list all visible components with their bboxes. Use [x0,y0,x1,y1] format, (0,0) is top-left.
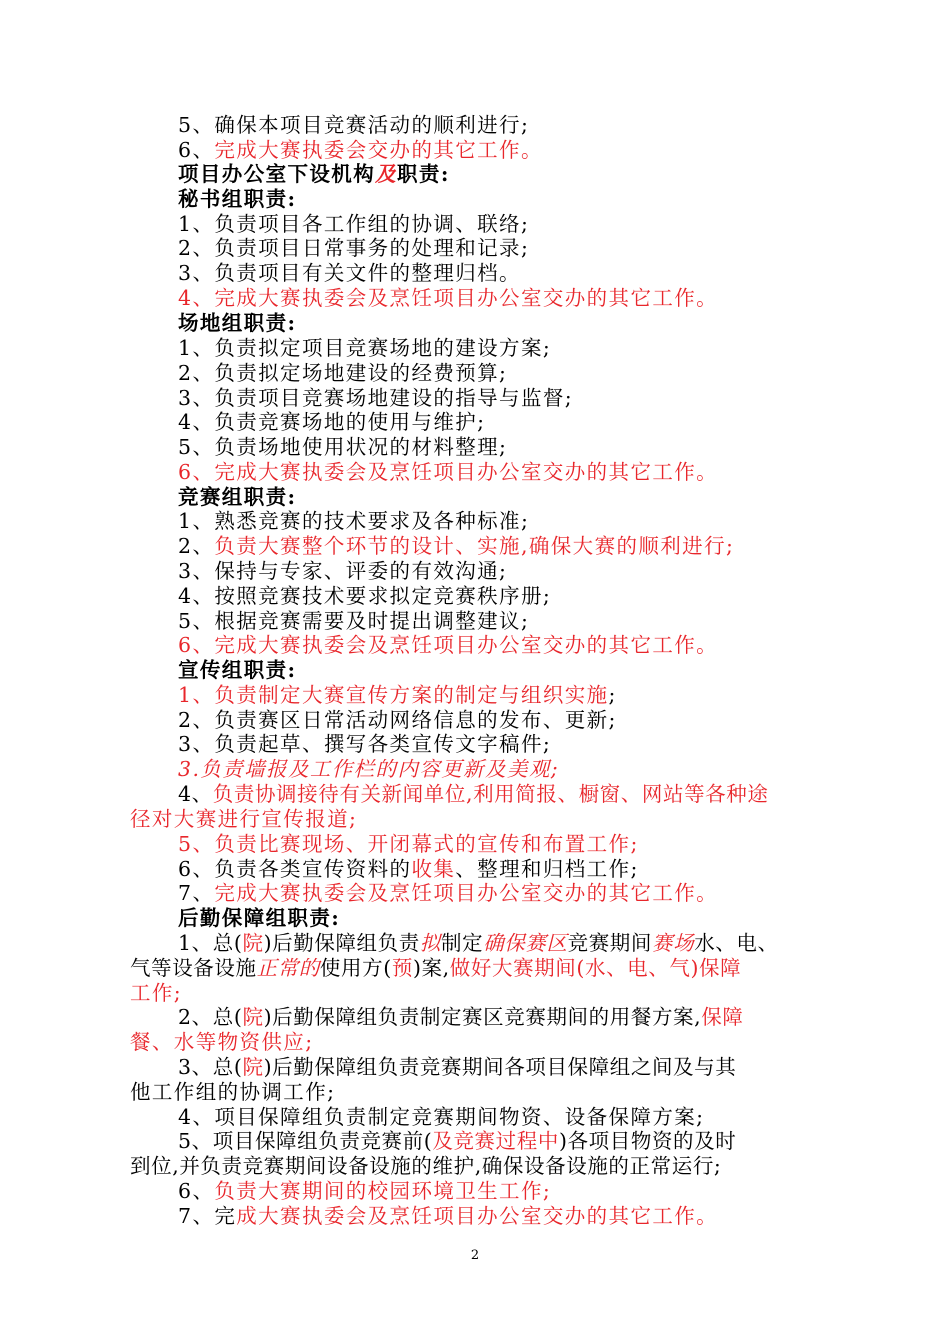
text-line [178,931,873,956]
text-line [130,807,830,832]
text-segment: 2、负责项目日常事务的处理和记录; [178,236,530,260]
text-segment: 7、 [178,881,215,905]
text-segment: 、整理和归档工作; [455,857,639,881]
text-line [178,261,878,286]
text-line [178,609,878,634]
text-segment: )各项目物资的及时 [558,1129,737,1153]
text-segment: 1、负责拟定项目竞赛场地的建设方案; [178,336,552,360]
text-segment: 完成大赛执委会及烹饪项目办公室交办的其它工作。 [214,881,719,905]
text-segment: 确保赛区 [483,931,568,955]
text-line [178,509,878,534]
text-segment: 3.负责墙报及工作栏的内容更新及美观; [178,757,560,781]
text-line [178,881,878,906]
text-line [178,485,878,510]
text-segment: 竞赛组职责: [178,485,297,509]
text-segment: 5、负责比赛现场、开闭幕式的宣传和布置工作; [178,832,639,856]
text-segment: 餐、水等物资供应; [130,1030,314,1054]
text-segment: 负责大赛整个环节的设计、实施 [214,534,521,558]
text-segment: ,确保大赛的顺利进行; [520,534,735,558]
text-segment: 6、负责各类宣传资料的 [178,857,412,881]
text-segment: 拟 [419,931,441,955]
text-segment: 3、负责起草、撰写各类宣传文字稿件; [178,732,552,756]
text-segment: 职责: [397,162,450,186]
text-line [178,162,878,187]
text-segment: 3、负责项目竞赛场地建设的指导与监督; [178,386,574,410]
text-segment: 他工作组的协调工作; [130,1080,336,1104]
text-segment: )案, [412,956,450,980]
text-segment: )后勤保障组负责 [263,931,420,955]
text-line [178,236,878,261]
text-line [178,857,878,882]
text-segment: 4、项目保障组负责制定竞赛期间物资、设备保障方案; [178,1105,705,1129]
text-segment: )后勤保障组负责竞赛期间各项目保障组之间及与其 [263,1055,737,1079]
text-segment: 及竞赛过程中 [432,1129,559,1153]
text-segment: 负责大赛期间的校园环境卫生工作; [214,1179,552,1203]
text-segment: 院 [242,1005,264,1029]
text-segment: 宣传组职责: [178,658,297,682]
text-line [178,361,878,386]
text-segment: 后勤保障组职责: [178,906,341,930]
text-segment: 3、总( [178,1055,243,1079]
text-segment: 及 [375,162,398,186]
text-segment: 6、 [178,1179,215,1203]
text-segment: 5、确保本项目竞赛活动的顺利进行; [178,113,530,137]
text-line [178,732,878,757]
text-segment: 完成大赛执委会交办的其它工作。 [214,138,543,162]
text-line [130,1030,830,1055]
text-line [178,1005,873,1030]
text-segment: 工作; [130,981,183,1005]
text-segment: 2、负责拟定场地建设的经费预算; [178,361,508,385]
text-line [178,138,878,163]
text-line [178,559,878,584]
text-segment: 2、 [178,534,215,558]
text-segment: 3、负责项目有关文件的整理归档。 [178,261,521,285]
text-segment: 2、总( [178,1005,243,1029]
text-line [178,782,873,807]
text-segment: 正常的 [256,956,320,980]
text-segment: 3、保持与专家、评委的有效沟通; [178,559,508,583]
text-segment: 1、负责制定大赛宣传方案的制定与组织实施 [178,683,609,707]
text-line [178,460,878,485]
text-segment: 院 [242,931,264,955]
text-segment: 水、电、 [694,931,779,955]
text-segment: 成大赛执委会及烹饪项目办公室交办的其它工作。 [236,1204,719,1228]
text-segment: 制定 [440,931,484,955]
text-line [178,1105,878,1130]
text-segment: 预 [391,956,413,980]
text-segment: 项目办公室下设机构 [178,162,376,186]
text-segment: 5、根据竞赛需要及时提出调整建议; [178,609,530,633]
text-line [178,1204,878,1229]
text-segment: 竞赛期间 [567,931,652,955]
text-line [178,633,878,658]
text-segment: 赛场 [652,931,695,955]
text-segment: 4、按照竞赛技术要求拟定竞赛秩序册; [178,584,552,608]
text-segment: 1、总( [178,931,243,955]
text-segment: 保障 [701,1005,744,1029]
text-line [178,1179,878,1204]
text-segment: 到位,并负责竞赛期间设备设施的维护,确保设备设施的正常运行; [130,1154,722,1178]
text-segment: 5、负责场地使用状况的材料整理; [178,435,508,459]
text-segment: 秘书组职责: [178,187,297,211]
text-line [178,286,878,311]
text-line [178,187,878,212]
text-line [130,1154,825,1179]
text-segment: 7、完 [178,1204,237,1228]
text-segment: 径对大赛进行宣传报道; [130,807,358,831]
text-segment: 使用方( [319,956,392,980]
text-line [178,534,878,559]
text-segment: 2、负责赛区日常活动网络信息的发布、更新; [178,708,617,732]
text-segment: 6、完成大赛执委会及烹饪项目办公室交办的其它工作。 [178,633,719,657]
text-line [178,410,878,435]
text-line [178,113,878,138]
text-segment: 6、完成大赛执委会及烹饪项目办公室交办的其它工作。 [178,460,719,484]
text-line [178,212,878,237]
text-segment: 1、负责项目各工作组的协调、联络; [178,212,530,236]
text-line [178,311,878,336]
text-line [178,708,878,733]
text-line [130,981,830,1006]
text-line [178,832,878,857]
text-segment: 院 [242,1055,264,1079]
text-line [178,906,878,931]
text-segment: 做好大赛期间(水、电、气)保障 [449,956,742,980]
text-segment: 4、完成大赛执委会及烹饪项目办公室交办的其它工作。 [178,286,719,310]
text-line [178,1055,873,1080]
text-segment: )后勤保障组负责制定赛区竞赛期间的用餐方案, [263,1005,702,1029]
text-segment: 4、 [178,782,213,806]
text-line [130,956,825,981]
text-line [178,435,878,460]
text-line [178,757,878,782]
text-segment: 4、负责竞赛场地的使用与维护; [178,410,486,434]
text-line [130,1080,830,1105]
text-segment: ; [608,683,617,707]
text-line [178,386,878,411]
text-line [178,584,878,609]
text-segment: 场地组职责: [178,311,297,335]
text-segment: 负责协调接待有关新闻单位,利用简报、橱窗、网站等各种途 [212,782,769,806]
text-segment: 6、 [178,138,215,162]
text-line [178,683,878,708]
text-segment: 1、熟悉竞赛的技术要求及各种标准; [178,509,530,533]
page-number: 2 [470,1248,480,1263]
text-line [178,658,878,683]
text-segment: 5、项目保障组负责竞赛前( [178,1129,433,1153]
text-segment: 气等设备设施 [130,956,257,980]
text-line [178,336,878,361]
text-line [178,1129,873,1154]
text-segment: 收集 [411,857,456,881]
